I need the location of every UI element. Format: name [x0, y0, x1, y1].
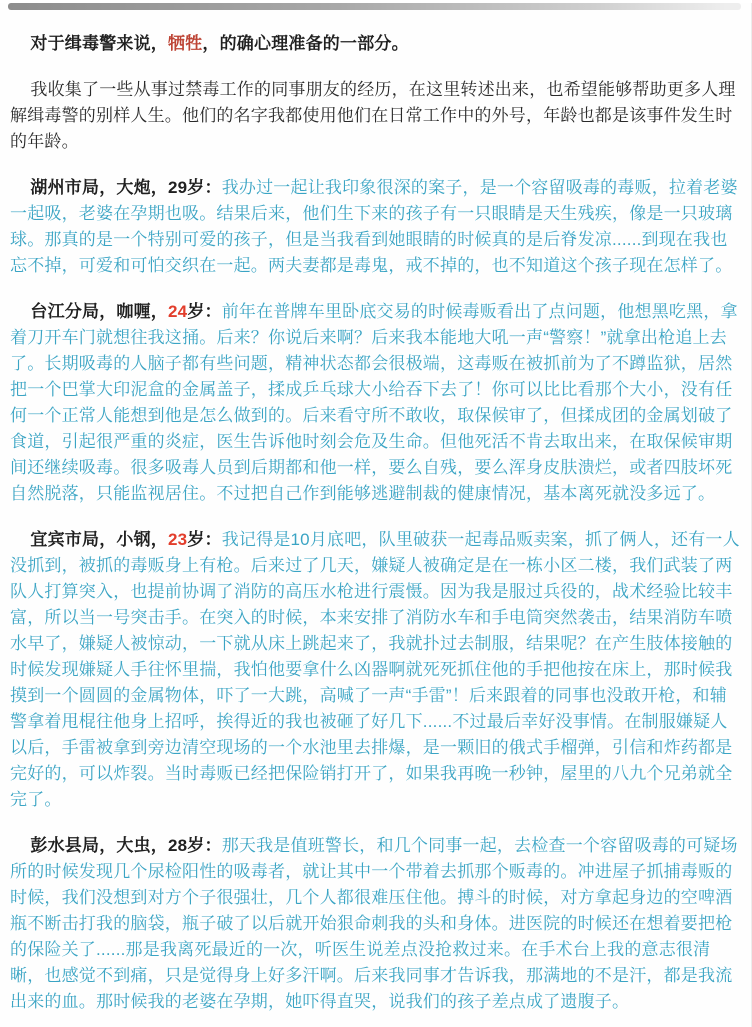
sacrifice-highlight: 牺牲	[168, 34, 203, 53]
story-text: 我办过一起让我印象很深的案子，是一个容留吸毒的毒贩，拉着老婆一起吸，老婆在孕期也吸。结果后来，他们生下来的孩子有一只眼睛是天生残疾，像是一只玻璃球。那真的是一个特别可爱的孩子，但是当我看到她眼睛的时候真的是后脊发凉......到现在我也忘不掉，可爱和可怕交织在一起。两夫妻都是毒鬼，戒不掉的，也不知道这个孩子现在怎样了。	[10, 178, 738, 275]
story-header: 岁：	[187, 530, 222, 549]
story-pengshui	[10, 833, 741, 1015]
note-text: 我收集了一些从事过禁毒工作的同事朋友的经历，在这里转述出来，也希望能够帮助更多人理解缉毒警的别样人生。他们的名字我都使用他们在日常工作中的外号，年龄也都是该事件发生时的年龄。	[10, 80, 736, 151]
age-highlight: 23	[168, 530, 188, 549]
story-text: 那天我是值班警长，和几个同事一起，去检查一个容留吸毒的可疑场所的时候发现几个尿检阳性的吸毒者，就让其中一个带着去抓那个贩毒的。冲进屋子抓捕毒贩的时候，我们没想到对方个子很强壮，几个人都很难压住他。搏斗的时候，对方拿起身边的空啤酒瓶不断击打我的脑袋，瓶子破了以后就开始狠命刺我的头和身体。进医院的时候还在想着要把枪的保险关了......那是我离死最近的一次，听医生说差点没抢救过来。在手术台上我的意志很清晰，也感觉不到痛，只是觉得身上好多汗啊。后来我同事才告诉我，那满地的不是汗，都是我流出来的血。那时候我的老婆在孕期，她吓得直哭，说我们的孩子差点成了遗腹子。	[10, 836, 738, 1011]
intro-text: 对于缉毒警来说，	[30, 34, 168, 53]
story-header: 岁：	[187, 302, 222, 321]
story-yibin	[10, 527, 741, 813]
story-header: 台江分局，咖喱，	[30, 302, 168, 321]
story-header: 宜宾市局，小钢，	[30, 530, 168, 549]
article-page	[0, 3, 752, 1027]
age-highlight: 24	[168, 302, 188, 321]
intro-statement	[10, 31, 741, 57]
story-taijiang	[10, 299, 741, 507]
article-body	[0, 10, 751, 1027]
story-huzhou	[10, 175, 741, 279]
top-divider-bar	[8, 3, 741, 10]
story-header: 湖州市局，大炮，29岁：	[30, 178, 222, 197]
story-text: 我记得是10月底吧，队里破获一起毒品贩卖案，抓了俩人，还有一人没抓到，被抓的毒贩身上有枪。后来过了几天，嫌疑人被确定是在一栋小区二楼，我们武装了两队人打算突入，也提前协调了消防的高压水枪进行震慑。因为我是服过兵役的，战术经验比较丰富，所以当一号突击手。在突入的时候，本来安排了消防水车和手电筒突然袭击，结果消防车喷水早了，嫌疑人被惊动，一下就从床上跳起来了，我就扑过去制服，结果呢？在产生肢体接触的时候发现嫌疑人手往怀里揣，我怕他要拿什么凶器啊就死死抓住他的手把他按在床上，那时候我摸到一个圆圆的金属物体，吓了一大跳，高喊了一声“手雷”！后来跟着的同事也没敢开枪，和辅警拿着甩棍往他身上招呼，挨得近的我也被砸了好几下......不过最后幸好没事情。在制服嫌疑人以后，手雷被拿到旁边清空现场的一个水池里去排爆，是一颗旧的俄式手榴弹，引信和炸药都是完好的，可以炸裂。当时毒贩已经把保险销打开了，如果我再晚一秒钟，屋里的八九个兄弟就全完了。	[10, 530, 740, 809]
story-header: 彭水县局，大虫，28岁：	[30, 836, 222, 855]
intro-text: ，的确心理准备的一部分。	[202, 34, 409, 53]
collection-note	[10, 77, 741, 155]
story-text: 前年在普牌车里卧底交易的时候毒贩看出了点问题，他想黑吃黑，拿着刀开车门就想往我这捅。后来？你说后来啊？后来我本能地大吼一声“警察！”就拿出枪追上去了。长期吸毒的人脑子都有些问题，精神状态都会很极端，这毒贩在被抓前为了不蹲监狱，居然把一个巴掌大印泥盒的金属盖子，揉成乒乓球大小给吞下去了！你可以比比看那个大小，没有任何一个正常人能想到他是怎么做到的。后来看守所不敢收，取保候审了，但揉成团的金属划破了食道，引起很严重的炎症，医生告诉他时刻会危及生命。但他死活不肯去取出来，在取保候审期间还继续吸毒。很多吸毒人员到后期都和他一样，要么自残，要么浑身皮肤溃烂，或者四肢坏死自然脱落，只能监视居住。不过把自己作到能够逃避制裁的健康情况，基本离死就没多远了。	[10, 302, 738, 503]
